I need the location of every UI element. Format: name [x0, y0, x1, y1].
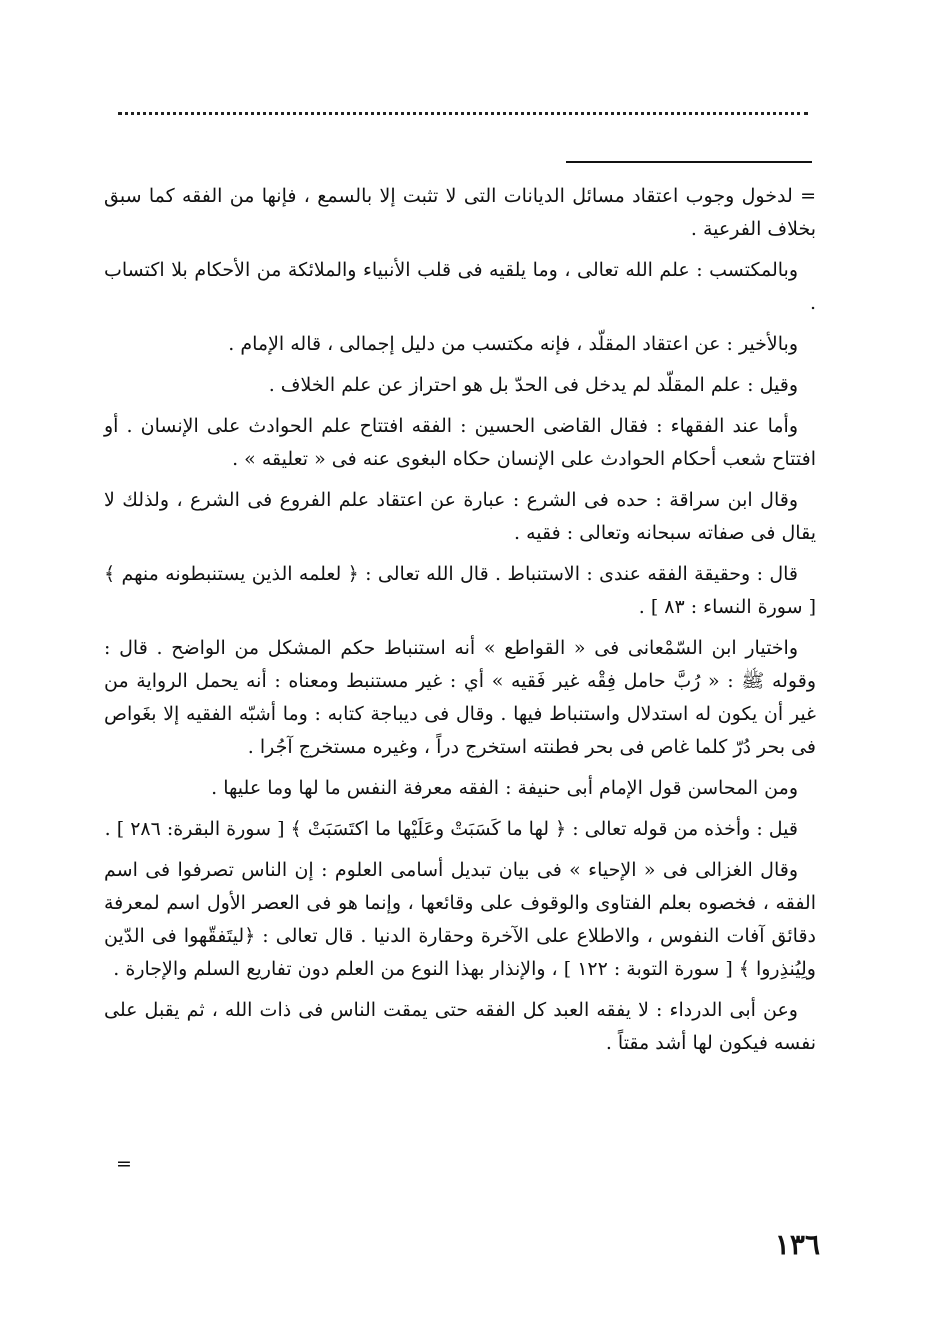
paragraph-9: ومن المحاسن قول الإمام أبى حنيفة : الفقه معرفة النفس ما لها وما عليها . — [211, 777, 798, 799]
paragraph-12: وعن أبى الدرداء : لا يفقه العبد كل الفقه حتى يمقت الناس فى ذات الله ، ثم يقبل على نفسه فيكون لها أشد مقتاً . — [104, 999, 816, 1054]
paragraph-5: وأما عند الفقهاء : فقال القاضى الحسين : الفقه افتتاح علم الحوادث على الإنسان . أو افتتاح شعب أحكام الحوادث على الإنسان حكاه البغوى عنه فى « تعليقه » . — [104, 415, 816, 470]
dotted-header-line — [118, 112, 808, 119]
page-number: ١٣٦ — [774, 1228, 820, 1261]
paragraph-11: وقال الغزالى فى « الإحياء » فى بيان تبديل أسامى العلوم : إن الناس تصرفوا فى اسم الفقه ، فخصوه بعلم الفتاوى والوقوف على وقائعها ، وإنما هو فى العصر الأول اسم لمعرفة دقائق آفات النفوس ، والاطلاع على الآخرة وحقارة الدنيا . قال تعالى : ﴿ليتَفقّهوا فى الدّين ولِيُنذِروا ﴾ [ سورة التوبة : ١٢٢ ] ، والإنذار بهذا النوع من العلم دون تفاريع السلم والإجارة . — [104, 859, 816, 980]
paragraph-8: واختيار ابن السّمْعانى فى « القواطع » أنه استنباط حكم المشكل من الواضح . قال : وقوله ﷺ : « رُبَّ حامل فِقْه غير فَقيه » أي : غير مستنبط ومعناه : أنه يحمل الرواية من غير أن يكون له استدلال واستنباط فيها . وقال فى ديباجة كتابه : وما أشبّه الفقيه إلا بغَواص فى بحر دُرّ كلما غاص فى بحر فطنته استخرج دراً ، وغيره مستخرج آجُرا . — [104, 637, 816, 758]
paragraph-7: قال : وحقيقة الفقه عندى : الاستنباط . قال الله تعالى : ﴿ لعلمه الذين يستنبطونه منهم ﴾ [ سورة النساء : ٨٣ ] . — [104, 563, 816, 618]
continuation-mark: = — [116, 1153, 132, 1175]
paragraph-2: وبالمكتسب : علم الله تعالى ، وما يلقيه فى قلب الأنبياء والملائكة من الأحكام بلا اكتساب . — [104, 259, 816, 314]
paragraph-1: = لدخول وجوب اعتقاد مسائل الديانات التى لا تثبت إلا بالسمع ، فإنها من الفقه كما سبق بخلاف الفرعية . — [104, 185, 816, 240]
footnote-body — [104, 180, 816, 1068]
paragraph-10: قيل : وأخذه من قوله تعالى : ﴿ لها ما كَسَبَتْ وعَلَيْها ما اكتَسَبَتْ ﴾ [ سورة البقرة: ٢٨٦ ] . — [104, 818, 798, 840]
paragraph-6: وقال ابن سراقة : حده فى الشرع : عبارة عن اعتقاد علم الفروع فى الشرع ، ولذلك لا يقال فى صفاته سبحانه وتعالى : فقيه . — [104, 489, 816, 544]
paragraph-4: وقيل : علم المقلّد لم يدخل فى الحدّ بل هو احتراز عن علم الخلاف . — [268, 374, 798, 396]
footnote-separator-rule — [566, 161, 812, 163]
paragraph-3: وبالأخير : عن اعتقاد المقلّد ، فإنه مكتسب من دليل إجمالى ، قاله الإمام . — [228, 333, 798, 355]
